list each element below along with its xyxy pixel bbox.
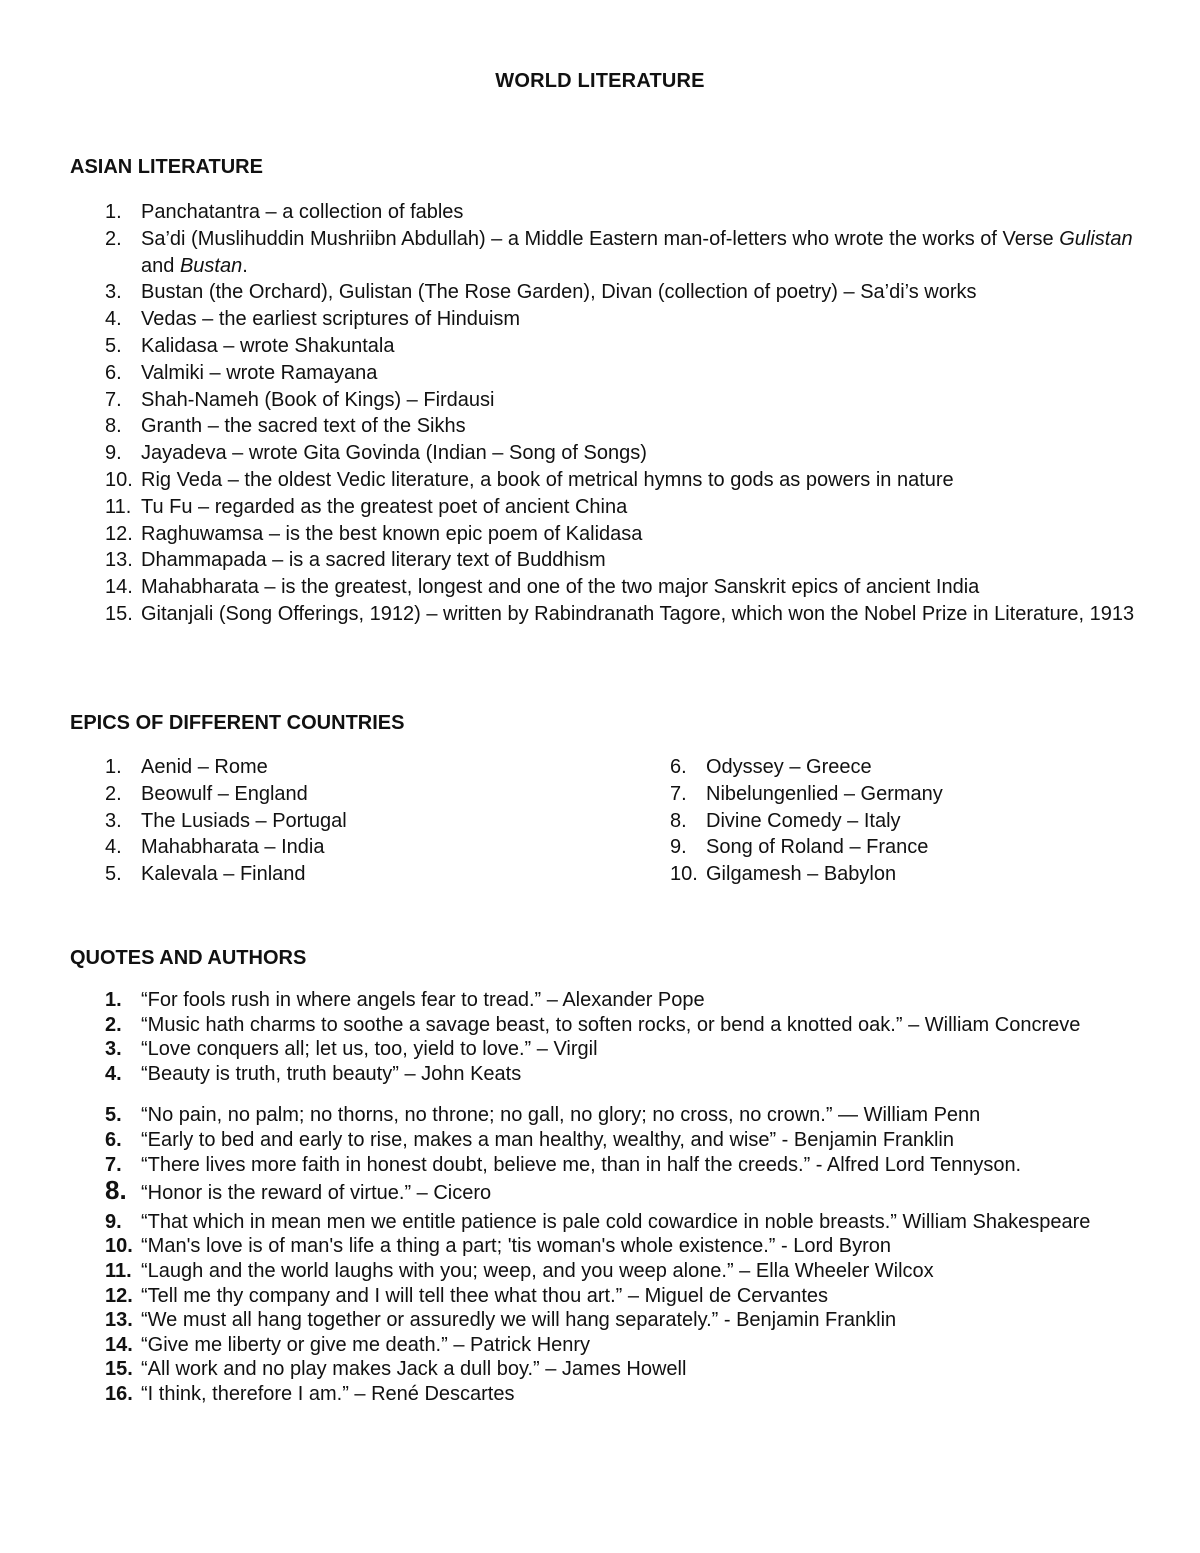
list-item: [70, 494, 1140, 521]
list-text: “No pain, no palm; no thorns, no throne; no gall, no glory; no cross, no crown.” — William Penn: [141, 1104, 981, 1127]
list-number: 6.: [105, 361, 122, 384]
list-item: [70, 781, 590, 808]
list-text: Valmiki – wrote Ramayana: [141, 361, 378, 384]
list-text: “We must all hang together or assuredly we will hang separately.” - Benjamin Franklin: [141, 1309, 897, 1332]
list-item: [70, 988, 1140, 1013]
list-item: [70, 547, 1140, 574]
list-text: Vedas – the earliest scriptures of Hinduism: [141, 308, 521, 331]
list-number: 1.: [105, 989, 122, 1011]
list-item: [70, 279, 1140, 306]
list-number: 15.: [105, 602, 133, 625]
list-item: [70, 1357, 1140, 1382]
list-item: [70, 1103, 1140, 1128]
list-number: 9.: [670, 836, 687, 859]
list-number: 3.: [105, 281, 122, 304]
italic-title-gulistan: Gulistan: [1059, 227, 1133, 250]
list-text: Odyssey – Greece: [706, 756, 872, 778]
list-text: [141, 226, 1140, 280]
list-item: [70, 1153, 1140, 1178]
list-text-main: Sa’di (Muslihuddin Mushriibn Abdullah) – a Middle Eastern man-of-letters who wrote the works of Verse: [141, 227, 1054, 250]
list-text: “Beauty is truth, truth beauty” – John Keats: [141, 1062, 522, 1085]
list-item: [635, 754, 1155, 781]
list-number: 3.: [105, 1038, 122, 1061]
list-text: “For fools rush in where angels fear to tread.” – Alexander Pope: [141, 989, 705, 1011]
list-item: [635, 781, 1155, 808]
list-text: “There lives more faith in honest doubt, believe me, than in half the creeds.” - Alfred Lord Tennyson.: [141, 1153, 1022, 1176]
list-text: Shah-Nameh (Book of Kings) – Firdausi: [141, 388, 495, 411]
list-text: Mahabharata – India: [141, 836, 325, 859]
list-item: [70, 1382, 1140, 1407]
list-text: “I think, therefore I am.” – René Descartes: [141, 1382, 515, 1405]
list-number: 13.: [105, 1309, 133, 1332]
list-number: 10.: [670, 863, 698, 886]
list-number: 11.: [105, 1259, 132, 1282]
list-text: Granth – the sacred text of the Sikhs: [141, 415, 466, 438]
list-text: Raghuwamsa – is the best known epic poem of Kalidasa: [141, 522, 643, 545]
list-item: [70, 360, 1140, 387]
list-item: [70, 1128, 1140, 1153]
list-number: 2.: [105, 227, 122, 250]
list-item: [70, 808, 590, 835]
list-item: [70, 1062, 1140, 1087]
list-text: “Man's love is of man's life a thing a part; 'tis woman's whole existence.” - Lord Byron: [141, 1235, 892, 1258]
list-text: “That which in mean men we entitle patience is pale cold cowardice in noble breasts.” William Shakespeare: [141, 1210, 1091, 1233]
list-item: [70, 467, 1140, 494]
list-item: [70, 440, 1140, 467]
list-item: [70, 1175, 1140, 1206]
list-item: [70, 226, 1140, 280]
quotes-list: [70, 988, 1140, 1407]
list-number: 10.: [105, 468, 133, 491]
list-text-conjunction: and: [141, 254, 180, 277]
list-number: 12.: [105, 522, 133, 545]
list-item: [70, 387, 1140, 414]
list-number: 5.: [105, 334, 122, 357]
list-item: [70, 834, 590, 861]
list-text: “Laugh and the world laughs with you; weep, and you weep alone.” – Ella Wheeler Wilcox: [141, 1259, 934, 1282]
list-item: [70, 1210, 1140, 1235]
list-item: [70, 1284, 1140, 1309]
list-text: Kalevala – Finland: [141, 863, 306, 886]
list-text: Aenid – Rome: [141, 756, 268, 778]
list-item: [70, 861, 590, 888]
list-text: Panchatantra – a collection of fables: [141, 201, 464, 223]
list-number: 8.: [670, 809, 687, 832]
list-item: [70, 521, 1140, 548]
list-number: 2.: [105, 1013, 122, 1036]
list-number: 7.: [105, 388, 122, 411]
list-text: Gilgamesh – Babylon: [706, 863, 897, 886]
italic-title-bustan: Bustan: [179, 254, 243, 277]
list-number: 8.: [105, 415, 122, 438]
list-item: [635, 808, 1155, 835]
list-number: 14.: [105, 576, 133, 599]
list-number: 1.: [105, 201, 122, 223]
list-text: Mahabharata – is the greatest, longest and one of the two major Sanskrit epics of ancient India: [141, 576, 980, 599]
list-item: [70, 601, 1140, 628]
list-number: 12.: [105, 1284, 133, 1307]
list-text: Dhammapada – is a sacred literary text of Buddhism: [141, 549, 606, 572]
list-number: 13.: [105, 549, 133, 572]
list-number: 10.: [105, 1235, 133, 1258]
epics-list-left: [70, 754, 590, 888]
list-number: 14.: [105, 1333, 133, 1356]
list-text: The Lusiads – Portugal: [141, 809, 347, 832]
list-number: 4.: [105, 308, 122, 331]
list-number: 3.: [105, 809, 122, 832]
list-item: [70, 754, 590, 781]
list-text: Divine Comedy – Italy: [706, 809, 901, 832]
list-item: [70, 306, 1140, 333]
page-title: WORLD LITERATURE: [495, 70, 705, 92]
list-text: “Tell me thy company and I will tell thee what thou art.” – Miguel de Cervantes: [141, 1284, 828, 1307]
list-item: [70, 1259, 1140, 1284]
list-number: 9.: [105, 1210, 122, 1233]
list-item: [70, 413, 1140, 440]
epics-heading: EPICS OF DIFFERENT COUNTRIES: [70, 712, 405, 734]
list-item: [70, 1037, 1140, 1062]
list-number: 4.: [105, 836, 122, 859]
asian-literature-heading: ASIAN LITERATURE: [70, 156, 263, 178]
list-number: 6.: [670, 756, 687, 778]
quotes-heading: QUOTES AND AUTHORS: [70, 947, 307, 969]
list-number: 11.: [105, 495, 132, 518]
list-number: 7.: [670, 782, 687, 805]
list-number: 2.: [105, 782, 122, 805]
list-text: “Give me liberty or give me death.” – Patrick Henry: [141, 1333, 591, 1356]
list-number: 9.: [105, 442, 122, 465]
list-item: [70, 574, 1140, 601]
list-text: “Early to bed and early to rise, makes a man healthy, wealthy, and wise” - Benjamin Franklin: [141, 1128, 954, 1151]
list-text: “Honor is the reward of virtue.” – Cicero: [141, 1182, 492, 1205]
list-item: [70, 1234, 1140, 1259]
list-text: “Love conquers all; let us, too, yield to love.” – Virgil: [141, 1038, 598, 1061]
list-text: Bustan (the Orchard), Gulistan (The Rose Garden), Divan (collection of poetry) – Sa’di’s works: [141, 281, 977, 304]
list-text: Jayadeva – wrote Gita Govinda (Indian – Song of Songs): [141, 442, 647, 465]
list-text-end: .: [242, 254, 248, 277]
list-text: Nibelungenlied – Germany: [706, 782, 943, 805]
list-number: 6.: [105, 1128, 122, 1151]
list-text: “Music hath charms to soothe a savage beast, to soften rocks, or bend a knotted oak.” – William Concreve: [141, 1013, 1081, 1036]
list-number: 7.: [105, 1153, 122, 1176]
list-item: [70, 1308, 1140, 1333]
list-number: 1.: [105, 756, 122, 778]
asian-literature-list: [70, 199, 1140, 628]
epics-list-right: [635, 754, 1155, 888]
list-number: 4.: [105, 1062, 122, 1085]
list-number: 8.: [105, 1175, 127, 1206]
list-text: Tu Fu – regarded as the greatest poet of ancient China: [141, 495, 628, 518]
list-item: [70, 1013, 1140, 1038]
list-number: 5.: [105, 863, 122, 886]
list-text: Gitanjali (Song Offerings, 1912) – written by Rabindranath Tagore, which won the Nobel Prize in Literature, 1913: [141, 602, 1135, 625]
list-number: 5.: [105, 1104, 122, 1127]
list-text: Beowulf – England: [141, 782, 308, 805]
list-item: [635, 861, 1155, 888]
list-text: “All work and no play makes Jack a dull boy.” – James Howell: [141, 1358, 687, 1381]
list-item: [70, 1333, 1140, 1358]
list-item: [70, 199, 1140, 226]
list-item: [70, 333, 1140, 360]
list-text: Song of Roland – France: [706, 836, 929, 859]
list-number: 16.: [105, 1382, 133, 1405]
list-item: [635, 834, 1155, 861]
list-text: Rig Veda – the oldest Vedic literature, a book of metrical hymns to gods as powers in nature: [141, 468, 954, 491]
list-number: 15.: [105, 1358, 133, 1381]
list-text: Kalidasa – wrote Shakuntala: [141, 334, 395, 357]
